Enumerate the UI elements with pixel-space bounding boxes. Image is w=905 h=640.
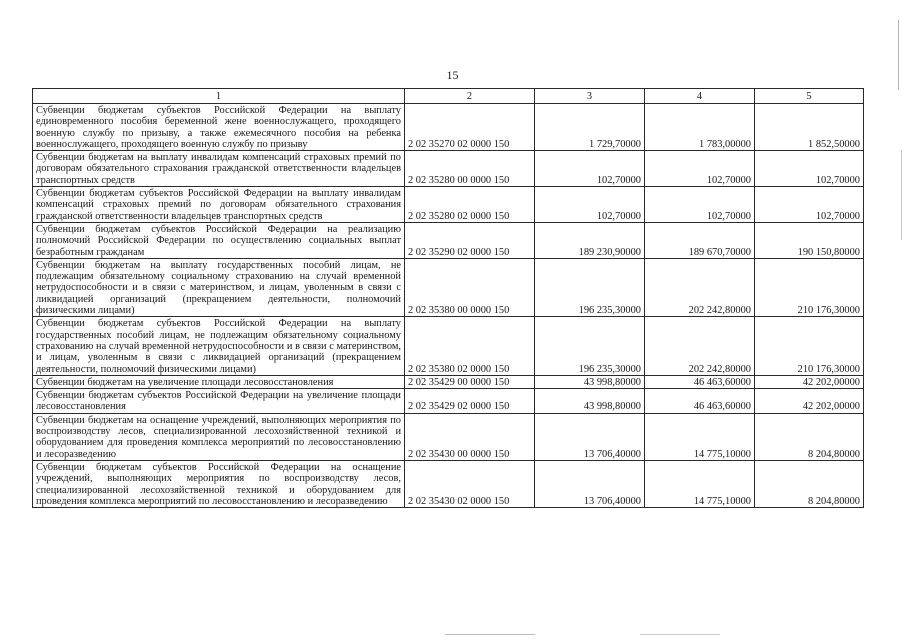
scan-bottom-mark <box>445 634 535 635</box>
row-value-year2: 14 775,10000 <box>645 413 755 460</box>
row-value-year1: 102,70000 <box>535 187 645 223</box>
table-row <box>33 413 864 460</box>
row-value-year1: 189 230,90000 <box>535 222 645 258</box>
row-value-year3: 102,70000 <box>755 187 864 223</box>
row-value-year2: 102,70000 <box>645 151 755 187</box>
row-value-year1: 102,70000 <box>535 151 645 187</box>
table-row <box>33 151 864 187</box>
row-name: Субвенции бюджетам на оснащение учреждений, выполняющих мероприятия по воспроизводству лесов, специализированной лесохозяйственной техникой и оборудованием для проведения комплекса мероприятий по лесовосстановлению и лесоразведению <box>33 413 405 460</box>
row-value-year1: 13 706,40000 <box>535 460 645 507</box>
row-name: Субвенции бюджетам субъектов Российской Федерации на оснащение учреждений, выполняющих мероприятия по воспроизводству лесов, специализированной лесохозяйственной техникой и оборудованием для проведения комплекса мероприятий по лесовосстановлению и лесоразведению <box>33 460 405 507</box>
row-value-year1: 1 729,70000 <box>535 104 645 151</box>
row-value-year2: 1 783,00000 <box>645 104 755 151</box>
row-value-year3: 42 202,00000 <box>755 389 864 414</box>
row-value-year2: 102,70000 <box>645 187 755 223</box>
row-value-year3: 8 204,80000 <box>755 460 864 507</box>
table-row <box>33 187 864 223</box>
row-name: Субвенции бюджетам субъектов Российской Федерации на выплату единовременного пособия беременной жене военнослужащего, проходящего военную службу по призыву, а также ежемесячного пособия на ребенка военнослужащего, проходящего военную службу по призыву <box>33 104 405 151</box>
row-value-year1: 196 235,30000 <box>535 317 645 375</box>
row-value-year1: 196 235,30000 <box>535 258 645 316</box>
row-value-year3: 1 852,50000 <box>755 104 864 151</box>
row-code: 2 02 35280 02 0000 150 <box>405 187 535 223</box>
row-value-year2: 46 463,60000 <box>645 389 755 414</box>
row-value-year2: 189 670,70000 <box>645 222 755 258</box>
row-value-year2: 202 242,80000 <box>645 258 755 316</box>
row-name: Субвенции бюджетам субъектов Российской Федерации на выплату инвалидам компенсаций страховых премий по договорам обязательного страхования гражданской ответственности владельцев транспортных средств <box>33 187 405 223</box>
table-row <box>33 389 864 414</box>
row-code: 2 02 35430 02 0000 150 <box>405 460 535 507</box>
table-row <box>33 104 864 151</box>
row-code: 2 02 35290 02 0000 150 <box>405 222 535 258</box>
row-name: Субвенции бюджетам на выплату государственных пособий лицам, не подлежащим обязательному социальному страхованию на случай временной нетрудоспособности и в связи с материнством, и лицам, уволенным в связи с ликвидацией организаций (прекращением деятельности, полномочий физическими лицами) <box>33 258 405 316</box>
row-name: Субвенции бюджетам субъектов Российской Федерации на реализацию полномочий Российской Федерации по осуществлению социальных выплат безработным гражданам <box>33 222 405 258</box>
row-value-year1: 43 998,80000 <box>535 389 645 414</box>
scan-edge-mark <box>898 20 899 90</box>
row-value-year3: 102,70000 <box>755 151 864 187</box>
row-value-year3: 8 204,80000 <box>755 413 864 460</box>
table-row <box>33 375 864 388</box>
row-name: Субвенции бюджетам субъектов Российской Федерации на увеличение площади лесовосстановления <box>33 389 405 414</box>
scan-bottom-mark <box>640 634 720 635</box>
row-value-year2: 46 463,60000 <box>645 375 755 388</box>
table-row <box>33 258 864 316</box>
table-row <box>33 460 864 507</box>
row-code: 2 02 35380 02 0000 150 <box>405 317 535 375</box>
row-value-year1: 13 706,40000 <box>535 413 645 460</box>
row-code: 2 02 35270 02 0000 150 <box>405 104 535 151</box>
row-name: Субвенции бюджетам субъектов Российской Федерации на выплату государственных пособий лицам, не подлежащим обязательному социальному страхованию на случай временной нетрудоспособности и в связи с материнством, и лицам, уволенным в связи с ликвидацией организаций (прекращением деятельности, полномочий физическими лицами) <box>33 317 405 375</box>
header-col-4: 4 <box>645 89 755 104</box>
row-value-year3: 190 150,80000 <box>755 222 864 258</box>
row-value-year3: 210 176,30000 <box>755 317 864 375</box>
header-col-5: 5 <box>755 89 864 104</box>
row-code: 2 02 35430 00 0000 150 <box>405 413 535 460</box>
budget-table <box>32 88 864 508</box>
page-number: 15 <box>446 68 459 82</box>
header-col-3: 3 <box>535 89 645 104</box>
row-code: 2 02 35380 00 0000 150 <box>405 258 535 316</box>
row-value-year2: 202 242,80000 <box>645 317 755 375</box>
row-code: 2 02 35280 00 0000 150 <box>405 151 535 187</box>
row-value-year3: 210 176,30000 <box>755 258 864 316</box>
scan-edge-mark <box>901 150 902 240</box>
header-col-1: 1 <box>33 89 405 104</box>
row-name: Субвенции бюджетам на увеличение площади лесовосстановления <box>33 375 405 388</box>
row-name: Субвенции бюджетам на выплату инвалидам компенсаций страховых премий по договорам обязательного страхования гражданской ответственности владельцев транспортных средств <box>33 151 405 187</box>
row-code: 2 02 35429 00 0000 150 <box>405 375 535 388</box>
row-value-year1: 43 998,80000 <box>535 375 645 388</box>
table-row <box>33 317 864 375</box>
header-col-2: 2 <box>405 89 535 104</box>
row-value-year2: 14 775,10000 <box>645 460 755 507</box>
row-code: 2 02 35429 02 0000 150 <box>405 389 535 414</box>
row-value-year3: 42 202,00000 <box>755 375 864 388</box>
header-row <box>33 89 864 104</box>
table-row <box>33 222 864 258</box>
